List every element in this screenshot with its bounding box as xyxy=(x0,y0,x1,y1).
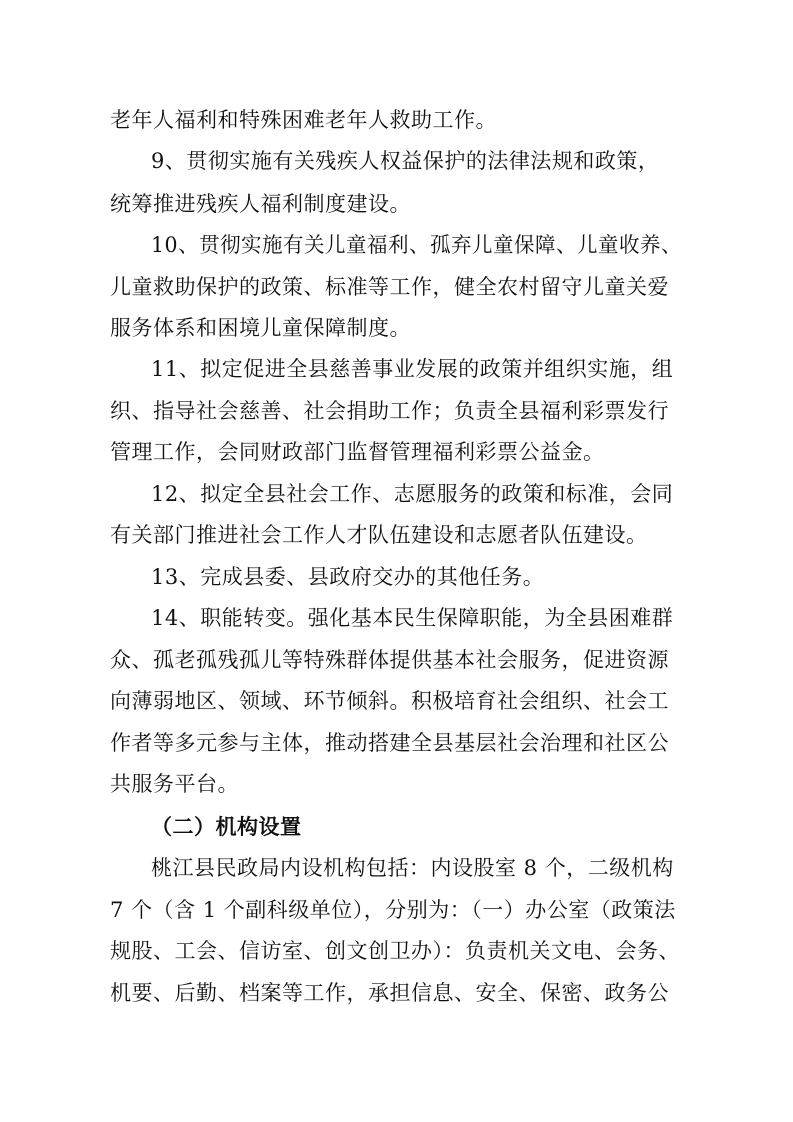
text-line: 管理工作，会同财政部门监督管理福利彩票公益金。 xyxy=(110,440,605,464)
text-line: 7 个（含 1 个副科级单位），分别为：（一）办公室（政策法 xyxy=(110,898,676,922)
text-line: 11、拟定促进全县慈善事业发展的政策并组织实施，组 xyxy=(151,357,674,381)
section-heading: （二）机构设置 xyxy=(151,815,302,839)
text-line: 统筹推进残疾人福利制度建设。 xyxy=(110,192,411,216)
text-line: 规股、工会、信访室、创文创卫办）：负责机关文电、会务、 xyxy=(110,939,680,963)
text-line: 有关部门推进社会工作人才队伍建设和志愿者队伍建设。 xyxy=(110,523,648,547)
text-line: 作者等多元参与主体，推动搭建全县基层社会治理和社区公 xyxy=(110,731,669,755)
text-line: 12、拟定全县社会工作、志愿服务的政策和标准，会同 xyxy=(151,482,674,506)
text-line: 13、完成县委、县政府交办的其他任务。 xyxy=(151,565,545,589)
text-line: 织、指导社会慈善、社会捐助工作；负责全县福利彩票发行 xyxy=(110,399,669,423)
text-line: 机要、后勤、档案等工作，承担信息、安全、保密、政务公 xyxy=(110,981,669,1005)
text-line: 老年人福利和特殊困难老年人救助工作。 xyxy=(110,108,497,132)
text-line: 14、职能转变。强化基本民生保障职能，为全县困难群 xyxy=(151,606,674,630)
text-line: 向薄弱地区、领域、环节倾斜。积极培育社会组织、社会工 xyxy=(110,689,669,713)
text-line: 儿童救助保护的政策、标准等工作，健全农村留守儿童关爱 xyxy=(110,275,669,299)
text-line: 10、贯彻实施有关儿童福利、孤弃儿童保障、儿童收养、 xyxy=(151,233,682,257)
text-line: 9、贯彻实施有关残疾人权益保护的法律法规和政策， xyxy=(151,149,660,173)
text-line: 众、孤老孤残孤儿等特殊群体提供基本社会服务，促进资源 xyxy=(110,648,669,672)
text-line: 共服务平台。 xyxy=(110,772,239,796)
text-line: 服务体系和困境儿童保障制度。 xyxy=(110,316,411,340)
text-line: 桃江县民政局内设机构包括：内设股室 8 个，二级机构 xyxy=(151,856,674,880)
